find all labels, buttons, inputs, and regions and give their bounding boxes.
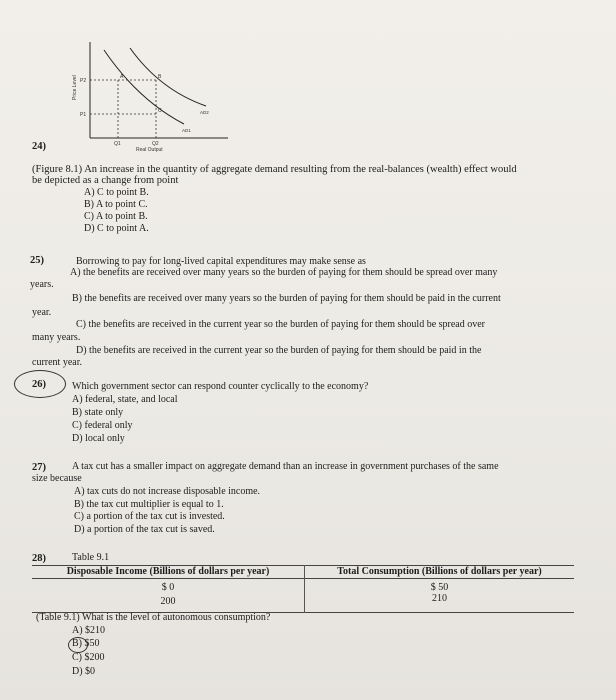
ad2-label: AD2 xyxy=(200,110,209,115)
q27-stem-line2: size because xyxy=(32,473,82,484)
q24-option-b[interactable]: B) A to point C. xyxy=(84,199,148,210)
q25-option-b-cont: year. xyxy=(32,307,52,318)
q27-option-d[interactable]: D) a portion of the tax cut is saved. xyxy=(74,524,215,535)
q24-stem-line2: be depicted as a change from point xyxy=(32,175,179,186)
q28-stem: (Table 9.1) What is the level of autonomous consumption? xyxy=(36,612,271,623)
q25-option-d[interactable]: D) the benefits are received in the current year so the burden of paying for them should be paid in the xyxy=(76,345,482,356)
q26-stem: Which government sector can respond counter cyclically to the economy? xyxy=(72,381,369,392)
q25-option-a[interactable]: A) the benefits are received over many years so the burden of paying for them should be spread over many xyxy=(70,267,498,278)
q27-option-b[interactable]: B) the tax cut multiplier is equal to 1. xyxy=(74,499,224,510)
table-row-1-income: $ 0 xyxy=(161,582,175,593)
table-header-income: Disposable Income (Billions of dollars per year) xyxy=(66,566,270,577)
q28-number: 28) xyxy=(32,553,46,564)
q26-option-c[interactable]: C) federal only xyxy=(72,420,133,431)
q25-stem: Borrowing to pay for long-lived capital expenditures may make sense as xyxy=(76,256,366,267)
table-row-1-consumption: $ 50 xyxy=(430,582,449,593)
q26-option-b[interactable]: B) state only xyxy=(72,407,124,418)
q24-stem-line1: (Figure 8.1) An increase in the quantity of aggregate demand resulting from the real-balances (wealth) effect would xyxy=(32,164,517,175)
table-9-1 xyxy=(32,565,574,613)
q24-option-a[interactable]: A) C to point B. xyxy=(84,187,149,198)
point-c-label: C xyxy=(158,108,162,114)
table-9-1-title: Table 9.1 xyxy=(72,552,110,563)
q2-label: Q2 xyxy=(152,141,159,147)
q25-number: 25) xyxy=(30,255,44,266)
q27-option-c[interactable]: C) a portion of the tax cut is invested. xyxy=(74,511,225,522)
q25-option-d-cont: current year. xyxy=(32,357,82,368)
q28-option-a[interactable]: A) $210 xyxy=(72,625,106,636)
point-b-label: B xyxy=(158,74,162,80)
q24-option-d[interactable]: D) C to point A. xyxy=(84,223,149,234)
q28-option-c[interactable]: C) $200 xyxy=(72,652,105,663)
figure-8-1-graph xyxy=(60,40,230,152)
y-axis-label: Price Level xyxy=(72,75,78,100)
x-axis-label: Real Output xyxy=(136,147,163,152)
q1-label: Q1 xyxy=(114,141,121,147)
table-row-2-consumption: 210 xyxy=(432,593,447,604)
p2-label: P1 xyxy=(80,112,87,118)
q26-option-a[interactable]: A) federal, state, and local xyxy=(72,394,178,405)
ad1-curve xyxy=(104,50,184,124)
q24-number: 24) xyxy=(32,141,46,152)
q28-option-b[interactable]: B) $50 xyxy=(72,638,100,649)
ad1-label: AD1 xyxy=(182,128,191,133)
table-header-consumption: Total Consumption (Billions of dollars per year) xyxy=(337,566,542,577)
q25-option-b[interactable]: B) the benefits are received over many years so the burden of paying for them should be paid in the current xyxy=(72,293,501,304)
q28-option-d[interactable]: D) $0 xyxy=(72,666,96,677)
q27-stem-line1: A tax cut has a smaller impact on aggregate demand than an increase in government purchases of the same xyxy=(72,461,499,472)
q25-option-c-cont: many years. xyxy=(32,332,81,343)
q26-option-d[interactable]: D) local only xyxy=(72,433,125,444)
q25-option-a-cont: years. xyxy=(30,279,54,290)
q25-option-c[interactable]: C) the benefits are received in the current year so the burden of paying for them should be spread over xyxy=(76,319,486,330)
p1-label: P2 xyxy=(80,78,87,84)
table-header-rule xyxy=(32,578,574,579)
q26-number: 26) xyxy=(32,379,46,390)
q27-number: 27) xyxy=(32,462,46,473)
ad2-curve xyxy=(130,48,206,106)
table-row-2-income: 200 xyxy=(160,596,176,607)
q27-option-a[interactable]: A) tax cuts do not increase disposable income. xyxy=(74,486,261,497)
point-a-label: A xyxy=(120,74,124,80)
q24-option-c[interactable]: C) A to point B. xyxy=(84,211,148,222)
